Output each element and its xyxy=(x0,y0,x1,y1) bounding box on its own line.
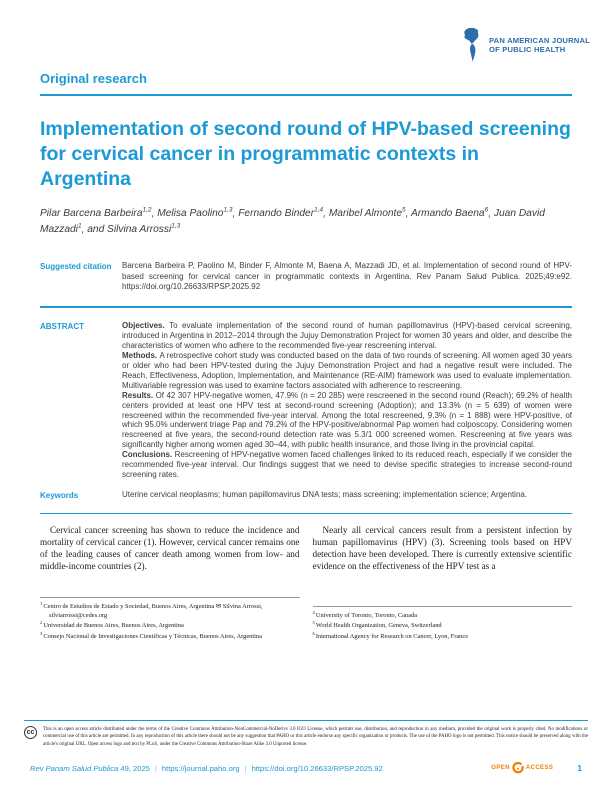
journal-name: PAN AMERICAN JOURNAL OF PUBLIC HEALTH xyxy=(488,35,590,54)
americas-map-icon xyxy=(460,27,484,63)
body-paragraph: Nearly all cervical cancers result from a persistent infection by human papillomavirus (HPV) (3). Screening tools based on HPV detection have been developed. There is currently extensive scientific evidence on the effectiveness of the HPV test as a xyxy=(312,525,572,572)
license-text: This is an open access article distributed under the terms of the Creative Commons Attribution-NonCommercial-NoDerivs 3.0 IGO License, which permits use, distribution, and reproduction in any medium, provided the original work is properly cited. No modifications or commercial use of this article are permitted. In any reproduction of this article there should not be any suggestion that PAHO or this article endorse any specific organization or products. The use of the PAHO logo is not permitted. This notice should be preserved along with the article's original URL. Open access logo and text by PLoS, under the Creative Commons Attribution-Share Alike 3.0 Unported license. xyxy=(43,726,588,747)
footer-doi-link[interactable]: https://doi.org/10.26633/RPSP.2025.92 xyxy=(251,763,383,773)
body-columns xyxy=(40,525,572,641)
author: Armando Baena$^6$ xyxy=(410,206,489,220)
keywords xyxy=(40,490,572,500)
footer-separator: | xyxy=(154,763,157,773)
author: Maribel Almonte$^5$ xyxy=(328,206,406,220)
abstract-paragraph: Conclusions. Rescreening of HPV-negative women faced challenges linked to its reduced reach, especially if we consider the recommended five-year interval. Our findings suggest that we need to devise specific strategies to increase second-round screening rates. xyxy=(122,450,573,479)
affiliation-item: $^1$ Centro de Estudios de Estado y Sociedad, Buenos Aires, Argentina ✉ Silvina Arrossi, silviarrossi@cedes.org xyxy=(40,601,263,619)
body-paragraph: Cervical cancer screening has shown to reduce the incidence and mortality of cervical cancer (1). However, cervical cancer remains one of the leading causes of cancer death among women from low- and middle-income countries (2). xyxy=(40,525,300,572)
author: Pilar Barcena Barbeira$^{1,2}$ xyxy=(40,206,152,220)
footer-journal-name: Rev Panam Salud Publica xyxy=(30,763,119,773)
abstract-paragraph: Results. Of 42 307 HPV-negative women, 47.9% (n = 20 285) were rescreened in the second round (Reach); 69.2% of health centers provided at least one HPV test at second-round screening (Adoption); and 13.3% (n = 5 639) of women were rescreened within the recommended five-year interval. Among the total rescreened, 9.3% (n = 1 888) were HPV-positive, of which 95.0% underwent triage Pap and 79.2% of the HPV-positive/abnormal Pap women had colposcopy. Considering women rescreened at five years, the second-round detection rate was 5.3/1 000 screened women. Rescreening at five years was significantly higher among women aged 30–44, with public health insurance, and those living in the provincial capital. xyxy=(122,390,572,450)
abstract-body xyxy=(122,321,572,480)
suggested-citation-text: Barcena Barbeira P, Paolino M, Binder F, Almonte M, Baena A, Mazzadi JD, et al. Implementation of second round of HPV-based screening for cervical cancer in programmatic contexts in Argentina. Rev Panam Salud Publica. 2025;49:e92. https://doi.org/10.26633/RPSP.2025.92 xyxy=(122,261,572,292)
paho-logo xyxy=(460,27,590,63)
footer-right xyxy=(491,762,582,774)
page-footer xyxy=(30,762,582,774)
affiliation-item: $^5$ World Health Organization, Geneva, Switzerland xyxy=(312,620,442,630)
divider xyxy=(40,306,572,308)
open-access-logo xyxy=(491,762,553,774)
open-lock-icon xyxy=(512,762,524,774)
author-list: Pilar Barcena Barbeira$^{1,2}$, Melisa Paolino$^{1,3}$, Fernando Binder$^{1,4}$, Maribel Almonte$^5$, Armando Baena$^6$, Juan David Mazzadi$^1$, and Silvina Arrossi$^{1,3}$ xyxy=(40,206,545,235)
affiliation-item: $^4$ University of Toronto, Toronto, Canada xyxy=(312,609,417,619)
author: Juan David Mazzadi$^1$ xyxy=(40,208,545,235)
affiliation-item: $^2$ Universidad de Buenos Aires, Buenos Aires, Argentina xyxy=(40,620,184,630)
abstract-paragraph: Methods. A retrospective cohort study was conducted based on the data of two rounds of screening. All women aged 30 years or older who had been HPV-tested during the Jujuy Demonstration Project and had a negative result were included. The Reach, Effectiveness, Adoption, Implementation, and Maintenance (RE-AIM) framework was used to evaluate implementation. Multivariable regression was used to examine factors associated with adherence to rescreening. xyxy=(122,351,572,390)
keywords-text: Uterine cervical neoplasms; human papillomavirus DNA tests; mass screening; implementation science; Argentina. xyxy=(122,489,528,499)
keywords-label: Keywords xyxy=(40,490,79,500)
footer-citation xyxy=(30,764,383,773)
page-number: 1 xyxy=(577,763,582,773)
open-access-label-open: OPEN xyxy=(491,765,510,771)
section-label: Original research xyxy=(40,71,147,86)
article-title: Implementation of second round of HPV-based screening for cervical cancer in programmatic contexts in Argentina xyxy=(40,118,571,190)
suggested-citation-label: Suggested citation xyxy=(40,262,112,272)
license-block xyxy=(24,720,588,748)
footer-separator: | xyxy=(244,763,247,773)
footer-journal-url[interactable]: https://journal.paho.org xyxy=(161,763,240,773)
body-column-right xyxy=(313,525,573,641)
creative-commons-icon: cc xyxy=(24,726,37,739)
divider xyxy=(40,513,572,514)
body-column-left xyxy=(40,525,300,641)
open-access-label-access: ACCESS xyxy=(525,765,554,771)
author: Melisa Paolino$^{1,3}$ xyxy=(157,206,233,220)
abstract-label: ABSTRACT xyxy=(40,322,84,332)
abstract-paragraph: Objectives. To evaluate implementation of the second round of human papillomavirus (HPV)-based cervical screening, introduced in Argentina in 2012–2014 through the Jujuy Demonstration Project for women 30 years and older, and describe the characteristics of women who adhere to the recommended five-year rescreening interval. xyxy=(122,321,572,351)
footer-journal-issue: 49, 2025 xyxy=(118,763,150,773)
section-header xyxy=(40,70,572,96)
abstract xyxy=(40,321,572,480)
author: and Silvina Arrossi$^{1,3}$ xyxy=(87,222,181,235)
affiliation-item: $^6$ International Agency for Research on Cancer, Lyon, France xyxy=(312,630,469,640)
affiliations-right xyxy=(313,606,573,642)
suggested-citation xyxy=(40,261,572,292)
affiliation-item: $^3$ Consejo Nacional de Investigaciones Científicas y Técnicas, Buenos Aires, Argentina xyxy=(40,630,262,640)
affiliations-left xyxy=(40,597,300,641)
author: Fernando Binder$^{1,4}$ xyxy=(238,206,324,220)
